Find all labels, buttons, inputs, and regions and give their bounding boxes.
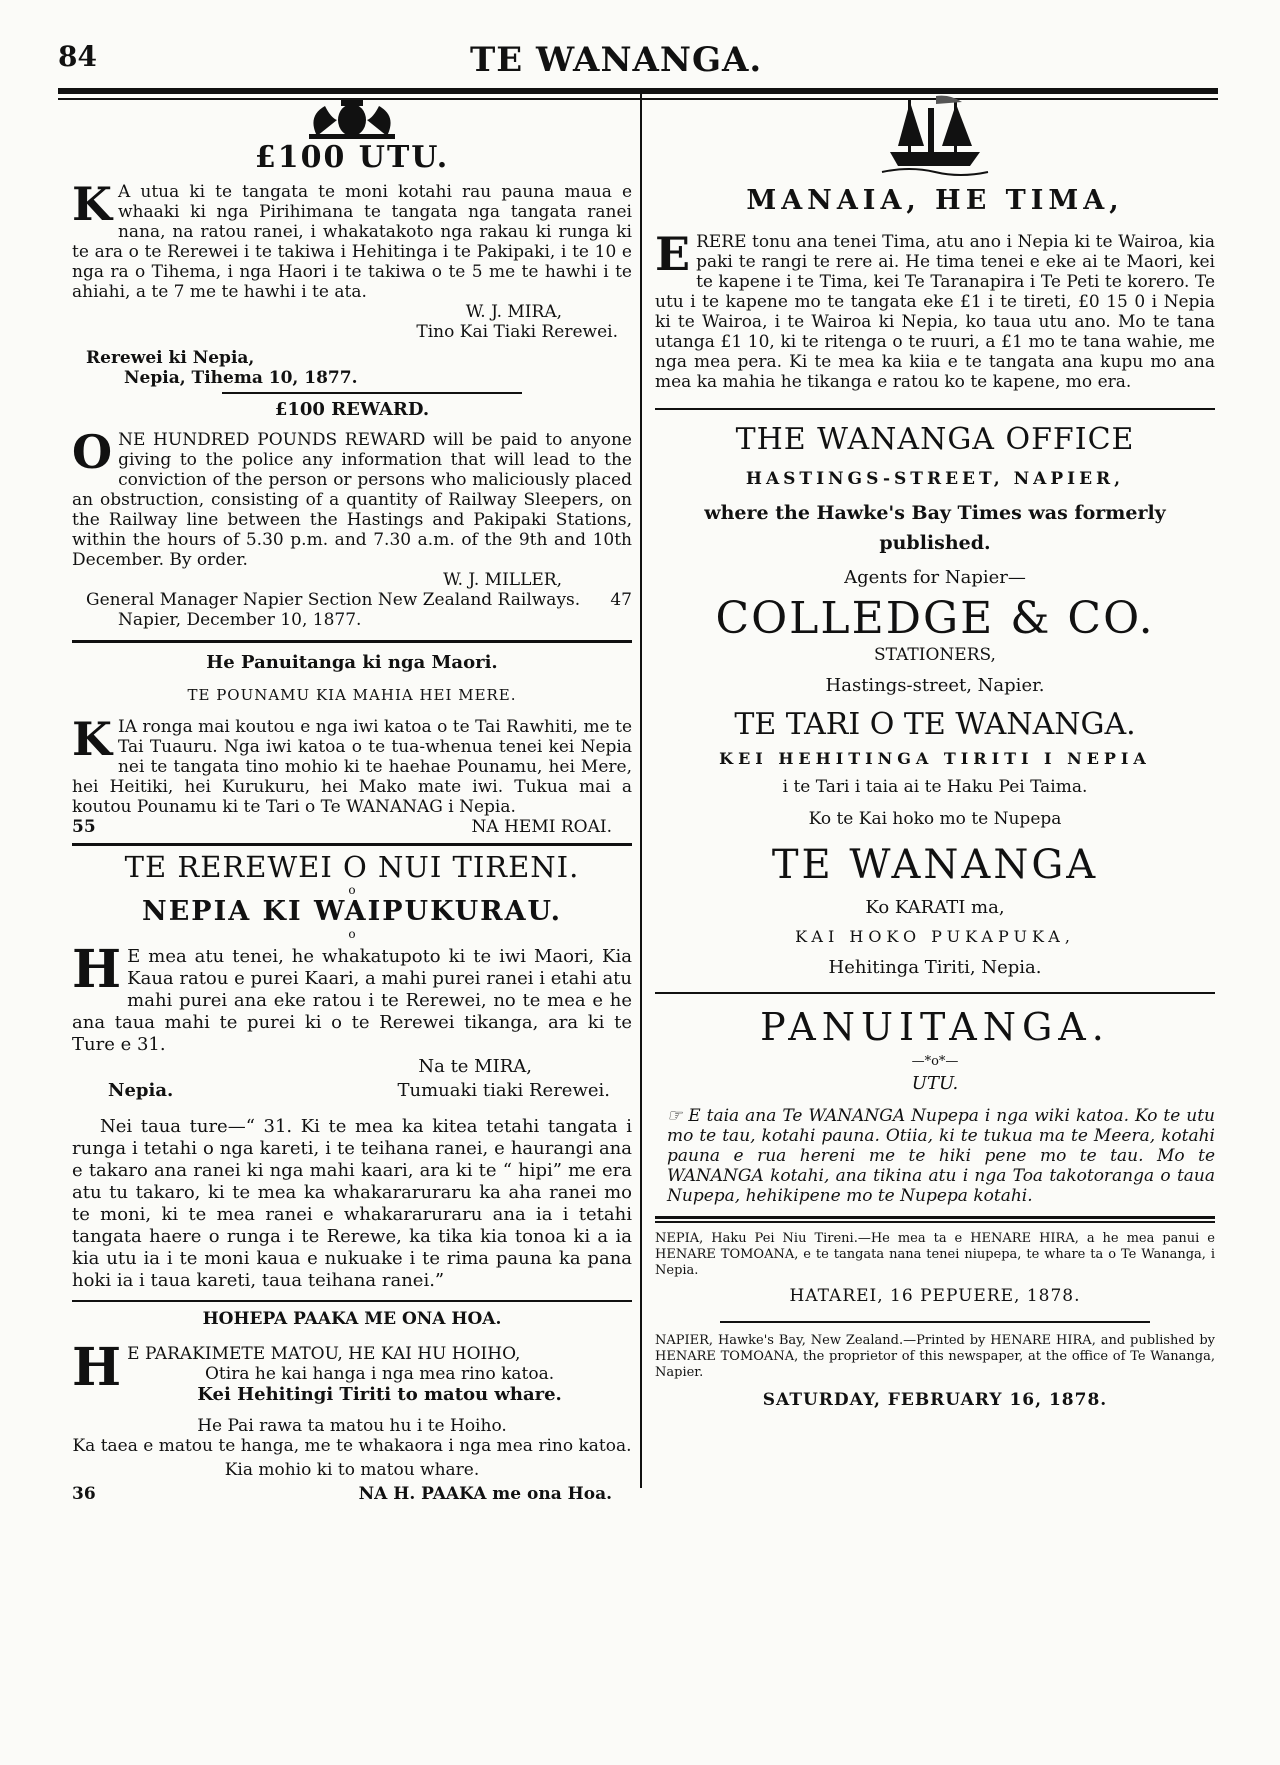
steamer-body: RERE tonu ana tenei Tima, atu ano i Nepia ki te Wairoa, kia paki te rangi te rere ai. He tima tenei e eke ai te Maori, kei te kapene i te Tima, kei Te Taranapira i Te Peti te korero. Te utu i te kapene mo te tangata eke £1 i te tireti, £0 15 0 i Nepia ki te Wairoa, i te Wairoa ki Nepia, ko taua utu ano. Mo te tana utanga £1 10, ki te ritenga o te ruuri, a £1 mo te tana wahie, me nga mea pera. Ki te mea ka kiia e te tangata ana kupu mo ana mea ka mahia he tikanga e ratou ko te kapene, mo era. [655, 232, 1215, 392]
divider [72, 1300, 632, 1302]
paaka-line-2: Otira he kai hanga i nga mea rino katoa. [205, 1364, 555, 1384]
divider [655, 408, 1215, 410]
signature: NA HEMI ROAI. [471, 817, 612, 837]
separator: o [348, 927, 356, 941]
imprint-english [655, 1333, 1215, 1411]
divider [655, 1216, 1215, 1219]
divider [655, 992, 1215, 994]
maori-office-address: KEI HEHITINGA TIRITI I NEPIA [719, 749, 1151, 768]
divider [222, 392, 522, 394]
ad-reference: 36 [72, 1484, 96, 1504]
office-description: where the Hawke's Bay Times was formerly published. [704, 502, 1166, 554]
panuitanga-notice [655, 1004, 1215, 1206]
separator: —*o*— [911, 1054, 959, 1069]
ad-reference: 47 [610, 590, 632, 610]
office-notice [655, 420, 1215, 980]
date-line: Nepia, Tihema 10, 1877. [124, 368, 358, 388]
sailing-steamer-icon [880, 90, 990, 178]
office-heading: THE WANANGA OFFICE [735, 422, 1135, 457]
signature-title: General Manager Napier Section New Zealand Railways. [86, 590, 581, 610]
agent-type: STATIONERS, [874, 645, 996, 665]
signature-title: Tino Kai Tiaki Rerewei. [416, 322, 618, 342]
left-column [72, 96, 632, 1504]
signature: NA H. PAAKA me ona Hoa. [358, 1484, 612, 1504]
panuitanga-body: E taia ana Te WANANGA Nupepa i nga wiki katoa. Ko te utu mo te tau, kotahi pauna. Otiia, ki te tukua ma te Meera, kotahi pauna e rua hereni me te hiki pene mo te tau. Mo te WANANGA kotahi, ana tikina atu i nga Toa takotoranga o taua Nupepa, hehikipene mo te Nupepa kotahi. [667, 1106, 1216, 1206]
steamer-advertisement [655, 90, 1215, 392]
pounamu-body: IA ronga mai koutou e nga iwi katoa o te Tai Rawhiti, me te Tai Tuauru. Nga iwi katoa o te tua-whenua tenei kei Nepia nei te tangata tino mohio ki te haehae Pounamu, hei Mere, hei Heitiki, hei Kurukuru, hei Mako mate iwi. Tukua mai a koutou Pounamu ki te Tari o Te WANANAG i Nepia. [72, 717, 632, 817]
pounamu-notice [72, 651, 632, 837]
agents-label: Agents for Napier— [844, 567, 1026, 588]
seller-type: KAI HOKO PUKAPUKA, [795, 927, 1075, 946]
agent-address: Hastings-street, Napier. [825, 675, 1045, 696]
maori-office-heading: TE TARI O TE WANANGA. [734, 707, 1136, 742]
signature-name: W. J. MILLER, [443, 570, 562, 590]
seller-name: Ko KARATI ma, [865, 897, 1005, 918]
railway-subheading: NEPIA KI WAIPUKURAU. [142, 896, 562, 927]
divider [72, 843, 632, 846]
signature-name: Na te MIRA, [418, 1056, 532, 1077]
pounamu-heading: He Panuitanga ki nga Maori. [206, 652, 498, 673]
paaka-line-5: Ka taea e matou te hanga, me te whakaora i nga mea rino katoa. [72, 1436, 632, 1456]
reward-english-body: NE HUNDRED POUNDS REWARD will be paid to anyone giving to the police any information that will lead to the conviction of the person or persons who maliciously placed an obstruction, consisting of a quantity of Railway Sleepers, on the Railway line between the Hastings and Pakipaki Stations, within the hours of 5.30 p.m. and 7.30 a.m. of the 9th and 10th December. By order. [72, 430, 632, 570]
ad-reference: 55 [72, 817, 96, 837]
paaka-line-1: E PARAKIMETE MATOU, HE KAI HU HOIHO, [127, 1344, 521, 1364]
office-address: HASTINGS-STREET, NAPIER, [745, 469, 1125, 489]
date-line: Napier, December 10, 1877. [118, 610, 362, 630]
imprint-maori-text: NEPIA, Haku Pei Niu Tireni.—He mea ta e HENARE HIRA, a he mea panui e HENARE TOMOANA, e te tangata nana tenei niupepa, te whare ta o Te Wananga, i Nepia. [655, 1231, 1215, 1278]
panuitanga-subheading: UTU. [911, 1073, 959, 1094]
signature-title: Tumuaki tiaki Rerewei. [397, 1080, 610, 1101]
reward-maori-heading: £100 UTU. [254, 140, 450, 175]
pointing-hand-icon: ☞ [667, 1106, 683, 1126]
railway-heading: TE REREWEI O NUI TIRENI. [124, 850, 580, 884]
imprint-english-date: SATURDAY, FEBRUARY 16, 1878. [762, 1390, 1108, 1410]
royal-coat-of-arms-icon [297, 96, 407, 140]
reward-english-notice [72, 398, 632, 630]
dropcap: K [72, 177, 112, 231]
divider [720, 1321, 1150, 1323]
steamer-heading: MANAIA, HE TIMA, [746, 185, 1124, 216]
agent-name: COLLEDGE & CO. [715, 593, 1155, 644]
divider [655, 1221, 1215, 1223]
paaka-line-3: Kei Hehitingi Tiriti to matou whare. [197, 1384, 562, 1405]
masthead [0, 22, 1280, 92]
railway-rule-text: Nei taua ture—“ 31. Ki te mea ka kitea tetahi tangata i runga i tetahi o nga kareti, i te teihana ranei, e haurangi ana e takaro ana ranei ki nga mahi kaari, ara ki te “ hipi” me era atu tu takaro, ki te mea ka whakararuraru ka aha ranei mo te moni, ki te mea ranei e whakararuraru ana ia i tetahi tangata haere o runga i te Rerewe, ka tika kia tonoa ki a ia kia utu ia i te moni kaua e nukuake i te rima pauna ka pana hoki ia i taua kareti, taua teihana ranei.” [72, 1116, 632, 1291]
seller-address: Hehitinga Tiriti, Nepia. [828, 957, 1042, 978]
right-column [655, 90, 1215, 1411]
dropcap: K [72, 712, 112, 766]
dropcap: O [72, 425, 113, 479]
page-title: TE WANANGA. [470, 40, 763, 80]
pounamu-subheading: TE POUNAMU KIA MAHIA HEI MERE. [187, 686, 517, 704]
paaka-line-6: Kia mohio ki to matou whare. [224, 1460, 480, 1480]
paaka-line-4: He Pai rawa ta matou hu i te Hoiho. [197, 1416, 507, 1436]
dropcap: H [72, 939, 122, 1000]
maori-office-description: i te Tari i taia ai te Haku Pei Taima. [782, 777, 1088, 797]
panuitanga-heading: PANUITANGA. [760, 1005, 1110, 1049]
dropcap: H [72, 1337, 122, 1398]
paaka-heading: HOHEPA PAAKA ME ONA HOA. [202, 1309, 502, 1329]
page-number: 84 [58, 40, 97, 73]
dropcap: E [655, 227, 691, 281]
imprint-english-text: NAPIER, Hawke's Bay, New Zealand.—Printed by HENARE HIRA, and published by HENARE TOMOANA, the proprietor of this newspaper, at the office of Te Wananga, Napier. [655, 1333, 1215, 1380]
signature-name: W. J. MIRA, [465, 302, 562, 322]
paper-name: TE WANANGA [771, 842, 1099, 888]
paaka-advertisement [72, 1308, 632, 1504]
column-divider [640, 88, 642, 1488]
place-line: Nepia. [108, 1080, 174, 1101]
divider [72, 640, 632, 643]
imprint-maori-date: HATAREI, 16 PEPUERE, 1878. [789, 1286, 1081, 1306]
reward-maori-body: A utua ki te tangata te moni kotahi rau pauna maua e whaaki ki nga Pirihimana te tangata nga tangata ranei nana, na ratou ranei, i whakatakoto nga rakau ki runga ki te ara o te Rerewei i te takiwa i Hehitinga i te Pakipaki, i te 10 e nga ra o Tihema, i nga Haori i te takiwa o te 5 me te hawhi i te ahiahi, a te 7 me te hawhi i te ata. [72, 182, 632, 302]
place-line: Rerewei ki Nepia, [86, 348, 255, 368]
reward-maori-notice [72, 96, 632, 388]
railway-body: E mea atu tenei, he whakatupoto ki te iwi Maori, Kia Kaua ratou e purei Kaari, a mahi purei ranei i etahi atu mahi purei ana eke ratou i te Rerewei, no te mea e he ana taua mahi te purei ki o te Rerewei tikanga, ara ki te Ture e 31. [72, 946, 632, 1055]
imprint-maori [655, 1231, 1215, 1307]
seller-label: Ko te Kai hoko mo te Nupepa [808, 809, 1062, 829]
separator: o [348, 883, 356, 897]
reward-english-heading: £100 REWARD. [274, 399, 430, 420]
railway-notice [72, 850, 632, 1292]
